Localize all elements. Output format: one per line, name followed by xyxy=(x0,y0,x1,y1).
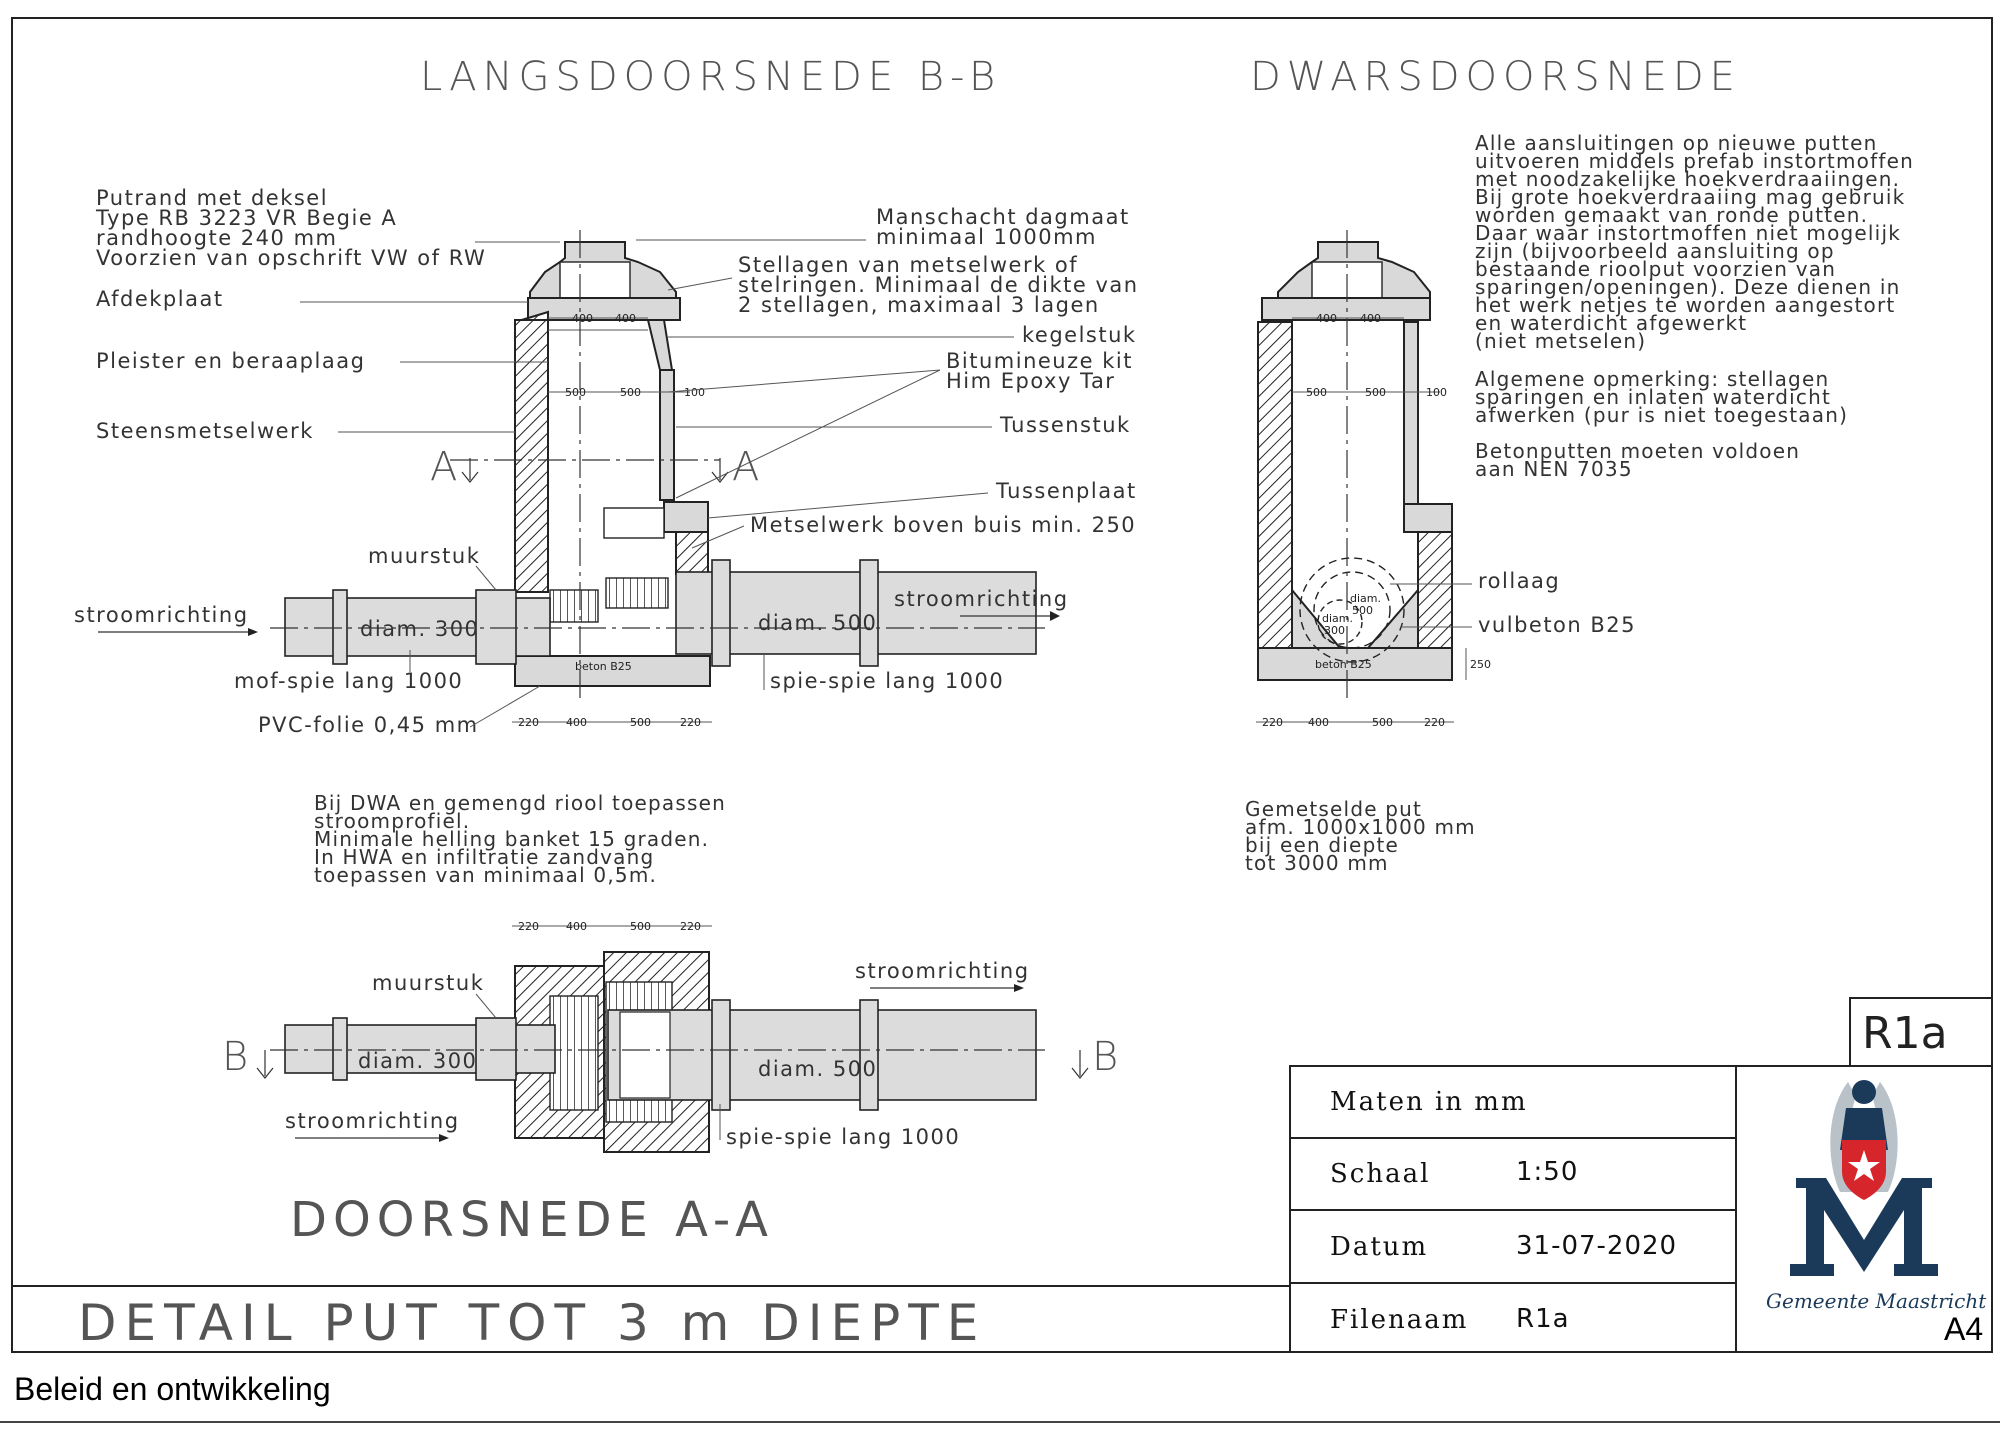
note-e-3: tot 3000 mm xyxy=(1245,851,1389,875)
cross-afdekplaat xyxy=(1262,298,1430,320)
section-mark-a-right: A xyxy=(732,444,766,490)
tb-schaal-label: Schaal xyxy=(1330,1159,1431,1189)
label-pvc-folie: PVC-folie 0,45 mm xyxy=(258,713,479,737)
note-a-4: worden gemaakt van ronde putten. xyxy=(1475,203,1869,227)
tb-datum-label: Datum xyxy=(1330,1232,1429,1262)
label-steensmetselwerk: Steensmetselwerk xyxy=(96,419,314,443)
note-c-1: aan NEN 7035 xyxy=(1475,457,1633,481)
cross-wall-right xyxy=(1418,532,1452,648)
label-kegelstuk: kegelstuk xyxy=(1022,323,1137,347)
notes-dwa xyxy=(314,791,726,887)
plan-pipe-300-muurstuk xyxy=(476,1018,516,1080)
note-a-7: bestaande rioolput voorzien van xyxy=(1475,257,1837,281)
cross-dim-400c: 400 xyxy=(1308,716,1329,729)
section-mark-b-right: B xyxy=(1092,1034,1125,1080)
note-c-0: Betonputten moeten voldoen xyxy=(1475,439,1801,463)
plan-pipe-500-socket-a xyxy=(712,1000,730,1110)
label-rollaag: rollaag xyxy=(1478,569,1561,593)
cross-dim-500b: 500 xyxy=(1365,386,1386,399)
label-pleister: Pleister en beraaplaag xyxy=(96,349,366,373)
section-mark-a-left: A xyxy=(430,444,464,490)
cross-dim-500a: 500 xyxy=(1306,386,1327,399)
pipe-300-muurstuk xyxy=(476,590,516,664)
label-spie-spie: spie-spie lang 1000 xyxy=(770,669,1005,693)
cross-diam-a: diam. xyxy=(1350,592,1381,605)
cross-wall-left xyxy=(1258,322,1292,648)
tb-filenaam-value: R1a xyxy=(1516,1304,1570,1334)
label-manschacht-2: minimaal 1000mm xyxy=(876,225,1097,249)
plan-pipe-300-socket xyxy=(333,1018,347,1080)
notes-gemetselde xyxy=(1245,797,1476,875)
cross-shaft-right xyxy=(1404,322,1418,506)
note-b-1: sparingen en inlaten waterdicht xyxy=(1475,385,1832,409)
label-stroomrichting-left: stroomrichting xyxy=(74,603,249,627)
note-a-5: Daar waar instortmoffen niet mogelijk xyxy=(1475,221,1901,245)
gemeente-maastricht-logo xyxy=(1766,1080,1987,1313)
label-putrand-2: Type RB 3223 VR Begie A xyxy=(96,206,398,230)
tb-format: A4 xyxy=(1944,1311,1984,1347)
label-metselwerk: Metselwerk boven buis min. 250 xyxy=(750,513,1137,537)
pipe-300-socket xyxy=(333,590,347,664)
footer-text: Beleid en ontwikkeling xyxy=(14,1371,331,1407)
label-bitumineuze-1: Bitumineuze kit xyxy=(946,349,1133,373)
cross-base-label: beton B25 xyxy=(1315,658,1372,671)
plan-label-muurstuk: muurstuk xyxy=(372,971,485,995)
masonry-wall-left-lower xyxy=(515,320,548,592)
benching-left xyxy=(550,590,598,622)
cross-v500: 500 xyxy=(1352,604,1373,617)
note-a-3: Bij grote hoekverdraaiing mag gebruik xyxy=(1475,185,1906,209)
dim-500a: 500 xyxy=(565,386,586,399)
note-e-0: Gemetselde put xyxy=(1245,797,1423,821)
note-b-0: Algemene opmerking: stellagen xyxy=(1475,367,1830,391)
cross-dim-220a: 220 xyxy=(1262,716,1283,729)
note-a-1: uitvoeren middels prefab instortmoffen xyxy=(1475,149,1914,173)
tussenplaat xyxy=(664,502,708,532)
note-a-8: sparingen/openingen). Deze dienen in xyxy=(1475,275,1901,299)
plan-dim-220a: 220 xyxy=(518,920,539,933)
main-title: DETAIL PUT TOT 3 m DIEPTE xyxy=(78,1294,987,1352)
plan-pipe-500-socket-b xyxy=(860,1000,878,1110)
tb-filenaam-label: Filenaam xyxy=(1330,1305,1469,1335)
label-muurstuk: muurstuk xyxy=(368,544,481,568)
note-d-1: stroomprofiel. xyxy=(314,809,471,833)
plan-pipe-300-label: diam. 300 xyxy=(358,1049,478,1073)
pipe-500-label: diam. 500 xyxy=(758,611,878,635)
label-putrand-4: Voorzien van opschrift VW of RW xyxy=(96,246,487,270)
label-afdekplaat: Afdekplaat xyxy=(96,287,224,311)
code-text: R1a xyxy=(1862,1008,1948,1059)
plan-label-spie-spie: spie-spie lang 1000 xyxy=(726,1125,961,1149)
label-stellagen-2: stelringen. Minimaal de dikte van xyxy=(738,273,1139,297)
label-tussenstuk: Tussenstuk xyxy=(1000,413,1131,437)
plan-pipe-500-plain xyxy=(620,1012,670,1098)
label-bitumineuze-2: Him Epoxy Tar xyxy=(946,369,1116,393)
note-a-2: met noodzakelijke hoekverdraaiingen. xyxy=(1475,167,1901,191)
note-a-11: (niet metselen) xyxy=(1475,329,1647,353)
cross-v300: 300 xyxy=(1324,624,1345,637)
cross-dim-400b: 400 xyxy=(1360,312,1381,325)
interior-box xyxy=(604,508,664,538)
tb-schaal-value: 1:50 xyxy=(1516,1157,1579,1187)
plan-label-stroomrichting-right: stroomrichting xyxy=(855,959,1030,983)
plan-pipe-500 xyxy=(608,1010,1036,1100)
logo-org-name: Gemeente Maastricht xyxy=(1766,1289,1987,1313)
label-mof-spie: mof-spie lang 1000 xyxy=(234,669,464,693)
cross-dim-100: 100 xyxy=(1426,386,1447,399)
label-vulbeton: vulbeton B25 xyxy=(1478,613,1637,637)
cross-dim-500c: 500 xyxy=(1372,716,1393,729)
dim-500c: 500 xyxy=(630,716,651,729)
tb-maten: Maten in mm xyxy=(1330,1087,1528,1117)
note-d-0: Bij DWA en gemengd riool toepassen xyxy=(314,791,726,815)
note-d-3: In HWA en infiltratie zandvang xyxy=(314,845,655,869)
plan-label-stroomrichting-left: stroomrichting xyxy=(285,1109,460,1133)
note-e-1: afm. 1000x1000 mm xyxy=(1245,815,1476,839)
cross-dim-220b: 220 xyxy=(1424,716,1445,729)
title-doorsnede-aa: DOORSNEDE A-A xyxy=(290,1192,775,1248)
note-d-2: Minimale helling banket 15 graden. xyxy=(314,827,710,851)
logo-head xyxy=(1852,1080,1876,1104)
tussenstuk xyxy=(660,370,674,500)
note-d-4: toepassen van minimaal 0,5m. xyxy=(314,863,658,887)
tb-datum-value: 31-07-2020 xyxy=(1516,1231,1678,1261)
afdekplaat-slab xyxy=(528,298,680,320)
note-a-9: het werk netjes te worden aangestort xyxy=(1475,293,1896,317)
notes-aansluitingen xyxy=(1475,131,1914,481)
pipe-500-socket-a xyxy=(712,560,730,666)
dim-500b: 500 xyxy=(620,386,641,399)
label-putrand-1: Putrand met deksel xyxy=(96,186,329,210)
label-manschacht-1: Manschacht dagmaat xyxy=(876,205,1130,229)
cover-ring xyxy=(560,262,630,300)
note-a-0: Alle aansluitingen op nieuwe putten xyxy=(1475,131,1878,155)
dim-400a: 400 xyxy=(572,312,593,325)
label-stellagen-1: Stellagen van metselwerk of xyxy=(738,253,1079,277)
label-stroomrichting-right: stroomrichting xyxy=(894,587,1069,611)
cross-dim-400a: 400 xyxy=(1316,312,1337,325)
dim-100: 100 xyxy=(684,386,705,399)
title-block xyxy=(1290,998,1992,1352)
metselwerk-boven-buis xyxy=(676,532,708,574)
section-mark-b-left: B xyxy=(222,1034,255,1080)
note-a-10: en waterdicht afgewerkt xyxy=(1475,311,1748,335)
title-dwarsdoorsnede: DWARSDOORSNEDE xyxy=(1250,54,1741,100)
dim-220a: 220 xyxy=(518,716,539,729)
label-tussenplaat: Tussenplaat xyxy=(996,479,1137,503)
plan-dim-500: 500 xyxy=(630,920,651,933)
cross-dim-250: 250 xyxy=(1470,658,1491,671)
plan-pipe-500-label: diam. 500 xyxy=(758,1057,878,1081)
dim-220b: 220 xyxy=(680,716,701,729)
note-b-2: afwerken (pur is niet toegestaan) xyxy=(1475,403,1849,427)
plan-dim-400: 400 xyxy=(566,920,587,933)
dim-400c: 400 xyxy=(566,716,587,729)
plan-interior-left xyxy=(550,996,598,1110)
label-stellagen-3: 2 stellagen, maximaal 3 lagen xyxy=(738,293,1100,317)
note-a-6: zijn (bijvoorbeeld aansluiting op xyxy=(1475,239,1835,263)
plan-dim-220b: 220 xyxy=(680,920,701,933)
title-langsdoorsnede: LANGSDOORSNEDE B-B xyxy=(420,54,1002,100)
cross-tussenplaat xyxy=(1404,504,1452,532)
section-aa xyxy=(222,920,1124,1152)
benching-right xyxy=(606,578,668,608)
cross-diam-b: diam. xyxy=(1322,612,1353,625)
dim-400b: 400 xyxy=(615,312,636,325)
base-slab-label: beton B25 xyxy=(575,660,632,673)
label-putrand-3: randhoogte 240 mm xyxy=(96,226,338,250)
note-e-2: bij een diepte xyxy=(1245,833,1400,857)
pipe-300-label: diam. 300 xyxy=(360,617,480,641)
